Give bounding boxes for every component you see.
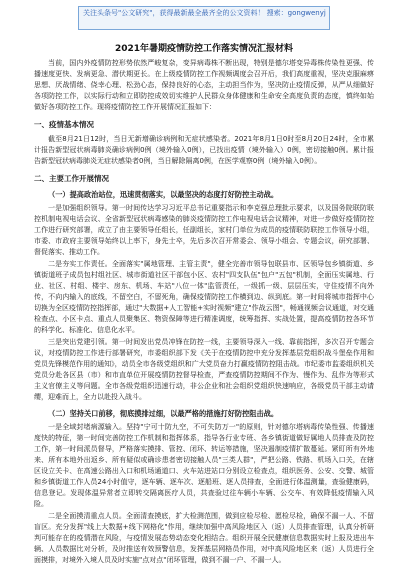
body-paragraph: 截至8月21日12时，当日无新增确诊病例和无症状感染者。2021年8月1日0时至8月20日24时，全市累计报告新型冠状病毒肺炎确诊病例0例（境外输入0例），已找出疫情（境外输入）0例，密切接触0例。累计报告新型冠状病毒肺炎无症状感染者0例，当日解除隔离0例，在医学观察0例（境外输入0例）。 [34,135,374,165]
body-paragraph: 一是加强组织领导。第一时间传达学习习近平总书记重要指示和李克强总理批示要求，以及国务院联防联控机制电视电话会议、全省新型冠状病毒感染的肺炎疫情防控工作电视电话会议精神，对进一步做好疫情防控工作进行研究部署，成立了由主要领导任组长，任副组长，家村门单位为成员的疫情联防联控工作领导小组，市委、市政府主要领导始终以上率下，身先士卒，先后多次召开常委会、领导小组会、专题会议，研究部署、督促落实、推动工作。 [34,204,374,256]
section-heading: 二、主要工作开展情况 [34,174,109,183]
section-heading: 一、疫情基本情况 [34,120,94,129]
body-paragraph: 当前，国内外疫情防控形势依然严峻复杂，变异病毒株不断出现，特别是德尔塔变异毒株传染性更强、传播速度更快、发病更急、潜伏期更长。在上级疫情防控工作视频调度会召开后，我们高度重视，坚决克服麻痹思想、厌战情绪、侥幸心理、松劲心态，保持良好的心态，主动担当作为，坚决防止疫情反弹，从严从细做好各项防控工作，以实际行动和立即防控成效切实维护人民群众身体健康和生命安全高度负责的态度，慎终如始做好各项防控工作。现将疫情防控工作开展情况汇报如下： [34,59,374,111]
document-title: 2021年暑期疫情防控工作落实情况汇报材料 [114,44,294,54]
body-paragraph: 二是夯实工作责任。全面落实"属地管理、主管主责"，健全完善市领导包联县市、区领导包乡镇街道、乡镇街道班子成员包村组社区、城市街道社区干部包小区、农村"四支队伍"包户"五包"机制，全面压实属地、行业、社区、村组、楼宇、房东、机场、车站"八位一体"监管责任，一级抓一级、层层压实，守住疫情不向外传，不向内输入的底线，不留空白，不留死角，确保疫情防控工作横到边、纵到底。第一时间将城市指挥中心切换为全区疫情防控指挥部，通过"大数据+人工智能+实时视频"建立"作战云图"，畅通视频会议通道，对交通检查点、小区卡点、重点人员聚集区、物资保障等进行精准调度，统筹指挥、实战处置，提高疫情防控各环节的科学化、标准化、信息化水平。 [34,260,374,334]
promo-banner[interactable] [78,6,330,30]
document-body [34,58,374,567]
subsection-heading: （一）提高政治站位，迅速贯彻落实，以最坚决的态度打好防控主动战。 [48,190,279,199]
body-paragraph: 一是全域封堵病源输入。坚持"宁可十防九空，不可失防万一"的原则，针对德尔塔病毒传染性强、传播速度快的特征，第一时间完善防控工作机制和指挥体系，指导各行业专班、各乡镇街道做好属地人员排查及防控工作，第一时间派员督导，严格落实摸排、管控、闭环、转运等措施，坚决遏制疫情扩散蔓延。紧盯所有外地来、所有本地外出返乡、所有疑似或确诊患者密切接触人员"三类人群"，严把公路、铁路、机场入口关，在辖区设立关卡、在高速公路出入口和机场通道口、火车站进站口分别设立检查点，组织医务、公安、交警、城管和乡镇街道工作人员24小时值守，逐车辆、逐车次、逐船班、逐人员排查，全面进行体温测量，查验健康码，信息登记。发现体温异常者立即转交隔离医疗人员，共查验过往车辆小车辆、公交车、有效降低疫情输入风险。 [34,423,374,508]
body-paragraph: 二是全面摸清重点人员。全面清查摸底，扩大检测范围，做到应检尽检、愿检尽检，确保不漏一人、不留盲区。充分发挥"线上大数据+线下网格化"作用，继续加强中高风险地区入（返）人员排查管理，认真分析研判可能存在的疫情潜在风险，与疫情发展态势动态变化相结合。组织开展全民健康信息数据实时上报及进出车辆、人员数据比对分析，及时推送有效预警信息，发挥基层网格员作用，对中高风险地区来（返）人员进行全面摸排，对境外入境人员及时实施"点对点"闭环管理，做到不漏一户、不漏一人。 [34,512,374,564]
body-paragraph: 三是突出党建引领。第一时间发出党员冲锋在防控一线，主要领导深入一线、靠前指挥，多次召开专题会议，对疫情防控工作进行部署研究，市委组织部下发《关于在疫情防控中充分发挥基层党组织战斗堡垒作用和党员先锋模范作用的通知》，动员全市各级党组织和广大党员奋力打赢疫情防控阻击战。市纪委市监委组织机关党员分赴各区县（市）和市直单位开展疫情防控督导检查，严查疫情防控期间不作为、慢作为、乱作为等形式主义官僚主义等问题。全市各级党组织迅速行动，非公企业和社会组织党组织快速响应，各级党员干部主动请缨，迎难而上，全力以赴投入战斗。 [34,338,374,401]
promo-banner-text: 关注头条号"公文研究"，获得最新最全最齐全的公文资料！ 搜索：gongwenyj [83,9,326,17]
subsection-heading: （二）坚持关口前移，彻底摸排过细，以最严格的措施打好防控阻击战。 [48,409,279,418]
